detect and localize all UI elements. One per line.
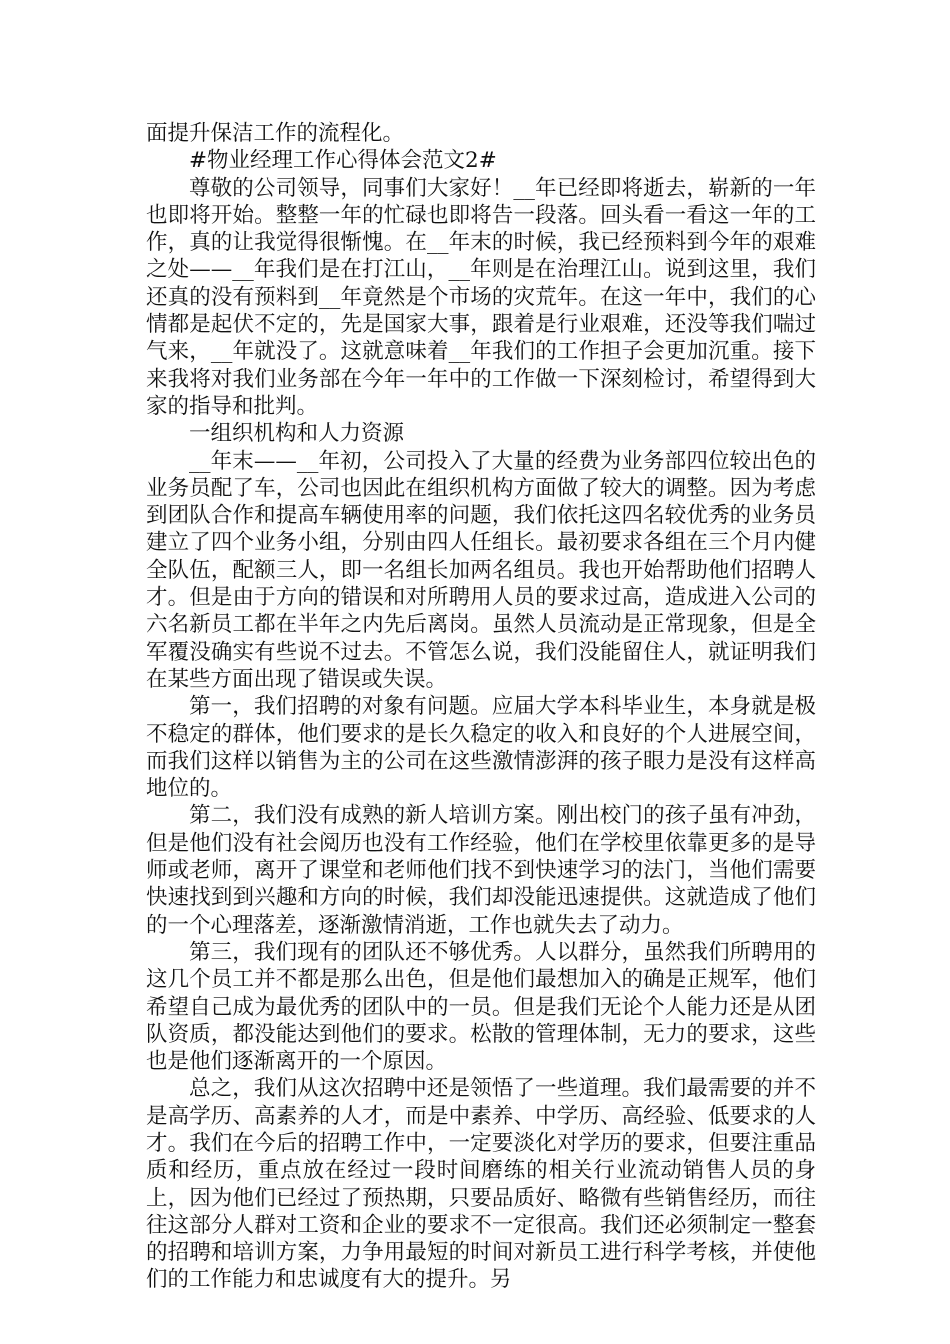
body-paragraph: 第三，我们现有的团队还不够优秀。人以群分，虽然我们所聘用的这几个员工并不都是那么出色，但是他们最想加入的确是正规军，他们希望自己成为最优秀的团队中的一员。但是我们无论个人能力还是从团队资质，都没能达到他们的要求。松散的管理体制，无力的要求，这些也是他们逐渐离开的一个原因。	[146, 939, 816, 1075]
document-page	[146, 120, 816, 1294]
body-paragraph: 第二，我们没有成熟的新人培训方案。刚出校门的孩子虽有冲劲，但是他们没有社会阅历也没有工作经验，他们在学校里依靠更多的是导师或老师，离开了课堂和老师他们找不到快速学习的法门，当他们需要快速找到到兴趣和方向的时候，我们却没能迅速提供。这就造成了他们的一个心理落差，逐渐激情消逝，工作也就失去了动力。	[146, 803, 816, 938]
body-paragraph: __年末——__年初，公司投入了大量的经费为业务部四位较出色的业务员配了车，公司也因此在组织机构方面做了较大的调整。因为考虑到团队合作和提高车辆使用率的问题，我们依托这四名较优秀的业务员建立了四个业务小组，分别由四人任组长。最初要求各组在三个月内健全队伍，配额三人，即一名组长加两名组员。我也开始帮助他们招聘人才。但是由于方向的错误和对所聘用人员的要求过高，造成进入公司的六名新员工都在半年之内先后离岗。虽然人员流动是正常现象，但是全军覆没确实有些说不过去。不管怎么说，我们没能留住人，就证明我们在某些方面出现了错误或失误。	[146, 448, 816, 692]
body-paragraph: 第一，我们招聘的对象有问题。应届大学本科毕业生，本身就是极不稳定的群体，他们要求的是长久稳定的收入和良好的个人进展空间，而我们这样以销售为主的公司在这些激情澎湃的孩子眼力是没有这样高地位的。	[146, 694, 816, 802]
continuation-paragraph: 面提升保洁工作的流程化。	[146, 121, 405, 146]
subsection-heading: 一组织机构和人力资源	[189, 421, 405, 447]
section-heading: #物业经理工作心得体会范文2#	[189, 148, 497, 174]
body-paragraph: 总之，我们从这次招聘中还是领悟了一些道理。我们最需要的并不是高学历、高素养的人才，而是中素养、中学历、高经验、低要求的人才。我们在今后的招聘工作中，一定要淡化对学历的要求，但要注重品质和经历，重点放在经过一段时间磨练的相关行业流动销售人员的身上，因为他们已经过了预热期，只要品质好、略微有些销售经历，而往往这部分人群对工资和企业的要求不一定很高。我们还必须制定一整套的招聘和培训方案，力争用最短的时间对新员工进行科学考核，并使他们的工作能力和忠诚度有大的提升。另	[146, 1076, 816, 1293]
body-paragraph: 尊敬的公司领导，同事们大家好！__年已经即将逝去，崭新的一年也即将开始。整整一年的忙碌也即将告一段落。回头看一看这一年的工作，真的让我觉得很惭愧。在__年末的时候，我已经预料到今年的艰难之处——__年我们是在打江山，__年则是在治理江山。说到这里，我们还真的没有预料到__年竟然是个市场的灾荒年。在这一年中，我们的心情都是起伏不定的，先是国家大事，跟着是行业艰难，还没等我们喘过气来，__年就没了。这就意味着__年我们的工作担子会更加沉重。接下来我将对我们业务部在今年一年中的工作做一下深刻检讨，希望得到大家的指导和批判。	[146, 175, 816, 419]
